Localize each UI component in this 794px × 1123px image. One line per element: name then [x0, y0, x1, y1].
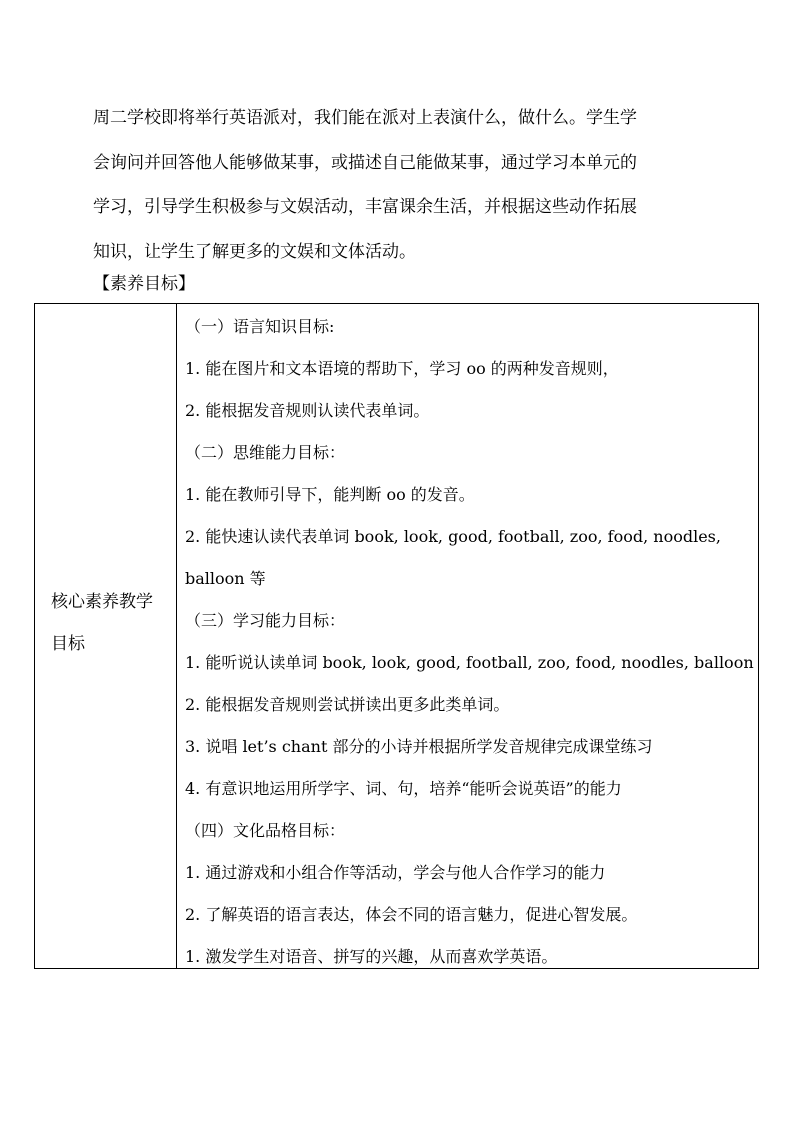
objective-item: balloon 等 — [185, 569, 266, 588]
objectives-content — [185, 312, 756, 984]
intro-line: 周二学校即将举行英语派对，我们能在派对上表演什么，做什么。学生学 — [93, 108, 637, 128]
column-divider — [176, 304, 177, 968]
objective-item: 1. 通过游戏和小组合作等活动，学会与他人合作学习的能力 — [185, 863, 606, 882]
objective-item: 3. 说唱 let’s chant 部分的小诗并根据所学发音规律完成课堂练习 — [185, 737, 653, 756]
row-label — [51, 581, 171, 665]
row-label-line: 核心素养教学 — [51, 592, 153, 612]
intro-line: 知识，让学生了解更多的文娱和文体活动。 — [93, 241, 416, 262]
objective-heading: （二）思维能力目标： — [185, 443, 346, 462]
objective-item: 4. 有意识地运用所学字、词、句，培养“能听会说英语”的能力 — [185, 779, 622, 798]
objective-item: 1. 激发学生对语音、拼写的兴趣，从而喜欢学英语。 — [185, 947, 558, 966]
row-label-line: 目标 — [51, 634, 85, 654]
intro-line: 学习，引导学生积极参与文娱活动，丰富课余生活，并根据这些动作拓展 — [93, 197, 637, 217]
intro-paragraph — [93, 103, 733, 281]
objective-heading: （一）语言知识目标: — [185, 317, 335, 336]
objective-heading: （三）学习能力目标： — [185, 611, 346, 630]
objective-item: 1. 能在图片和文本语境的帮助下，学习 oo 的两种发音规则， — [185, 359, 619, 378]
intro-line: 会询问并回答他人能够做某事，或描述自己能做某事，通过学习本单元的 — [93, 152, 637, 173]
objective-heading: （四）文化品格目标： — [185, 821, 346, 840]
objective-item: 2. 了解英语的语言表达，体会不同的语言魅力，促进心智发展。 — [185, 905, 638, 924]
objective-item: 2. 能根据发音规则尝试拼读出更多此类单词。 — [185, 695, 510, 714]
objective-item: 2. 能快速认读代表单词 book, look, good, football, zoo, food, noodles, — [185, 527, 721, 546]
objective-item: 1. 能听说认读单词 book, look, good, football, zoo, food, noodles, balloon — [185, 653, 754, 672]
section-title: 【素养目标】 — [93, 274, 195, 294]
objective-item: 1. 能在教师引导下，能判断 oo 的发音。 — [185, 485, 475, 504]
objectives-table — [34, 303, 759, 969]
objective-item: 2. 能根据发音规则认读代表单词。 — [185, 401, 430, 420]
